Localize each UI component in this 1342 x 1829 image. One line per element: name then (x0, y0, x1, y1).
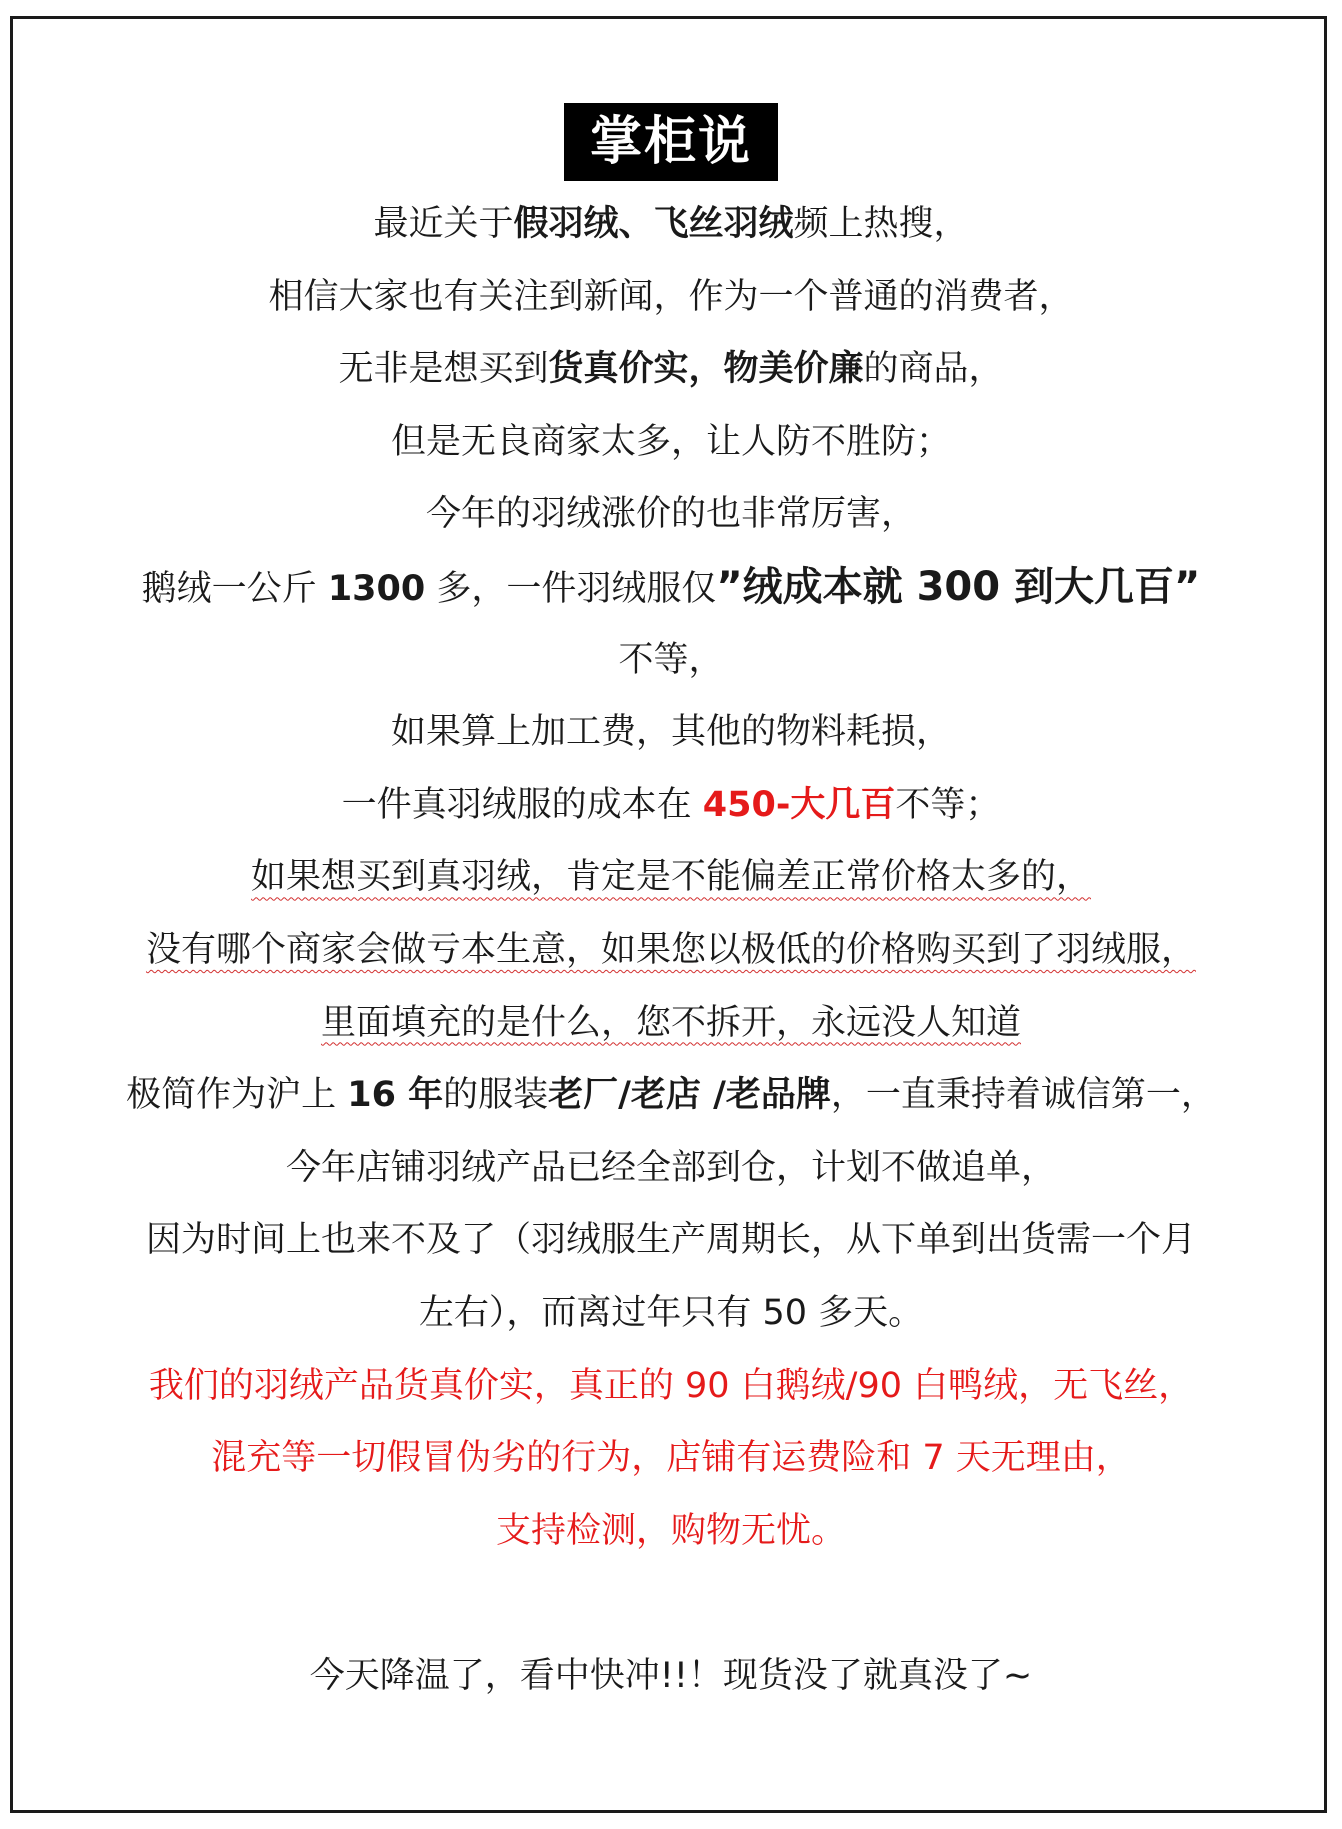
text-line (40, 188, 1302, 261)
text-line (40, 914, 1302, 987)
page-title: 掌柜说 (564, 103, 778, 181)
bold-text: 16 年 (347, 1075, 444, 1116)
text-line (40, 987, 1302, 1060)
red-text-line: 我们的羽绒产品货真价实，真正的 90 白鹅绒/90 白鸭绒，无飞丝， (148, 1365, 1194, 1406)
bold-text: 货真价实，物美价廉 (548, 349, 864, 390)
red-text-line: 混充等一切假冒伪劣的行为，店铺有运费险和 7 天无理由， (211, 1438, 1131, 1479)
red-text-line: 支持检测，购物无忧。 (495, 1510, 846, 1551)
blank-line (40, 1567, 1302, 1640)
text-line: 但是无良商家太多，让人防不胜防； (390, 421, 951, 462)
text-line (40, 1059, 1302, 1132)
text-segment: 一件真羽绒服的成本在 (341, 784, 703, 825)
text-segment: 无非是想买到 (338, 349, 549, 390)
emphasis-quote: ”绒成本就 300 到大几百” (716, 563, 1201, 610)
text-segment: 不等； (895, 784, 1001, 825)
text-segment: 多，一件羽绒服仅 (425, 568, 717, 609)
closing-line: 今天降温了，看中快冲!!！现货没了就真没了~ (309, 1655, 1033, 1696)
text-segment: ，一直秉持着诚信第一， (830, 1075, 1216, 1116)
bold-text: 1300 (327, 568, 426, 609)
price-highlight: 450-大几百 (702, 784, 896, 825)
text-line: 左右），而离过年只有 50 多天。 (418, 1292, 924, 1333)
text-line (40, 841, 1302, 914)
text-line: 今年的羽绒涨价的也非常厉害， (425, 494, 916, 535)
text-segment: 的服装 (443, 1075, 549, 1116)
text-line: 因为时间上也来不及了（羽绒服生产周期长，从下单到出货需一个月 (145, 1220, 1196, 1261)
text-segment: 最近关于 (373, 204, 514, 244)
text-segment: 鹅绒一公斤 (141, 568, 328, 609)
text-line (40, 551, 1302, 624)
text-line: 如果算上加工费，其他的物料耗损， (390, 712, 951, 753)
notice-body (40, 188, 1302, 1712)
bold-text: 老厂/老店 /老品牌 (548, 1075, 831, 1116)
underlined-text: 里面填充的是什么，您不拆开，永远没人知道 (320, 1002, 1021, 1043)
text-line: 今年店铺羽绒产品已经全部到仓，计划不做追单， (285, 1147, 1056, 1188)
text-line: 不等， (618, 639, 724, 680)
title-block (0, 103, 1342, 181)
underlined-text: 没有哪个商家会做亏本生意，如果您以极低的价格购买到了羽绒服， (145, 929, 1196, 970)
text-line (40, 769, 1302, 842)
underlined-text: 如果想买到真羽绒，肯定是不能偏差正常价格太多的， (250, 857, 1091, 898)
text-line: 相信大家也有关注到新闻，作为一个普通的消费者， (268, 276, 1074, 317)
text-segment: 极简作为沪上 (126, 1075, 348, 1116)
text-segment: 的商品， (863, 349, 1004, 390)
text-line (40, 333, 1302, 406)
text-segment: 频上热搜， (793, 204, 969, 244)
bold-text: 假羽绒、飞丝羽绒 (513, 204, 794, 244)
